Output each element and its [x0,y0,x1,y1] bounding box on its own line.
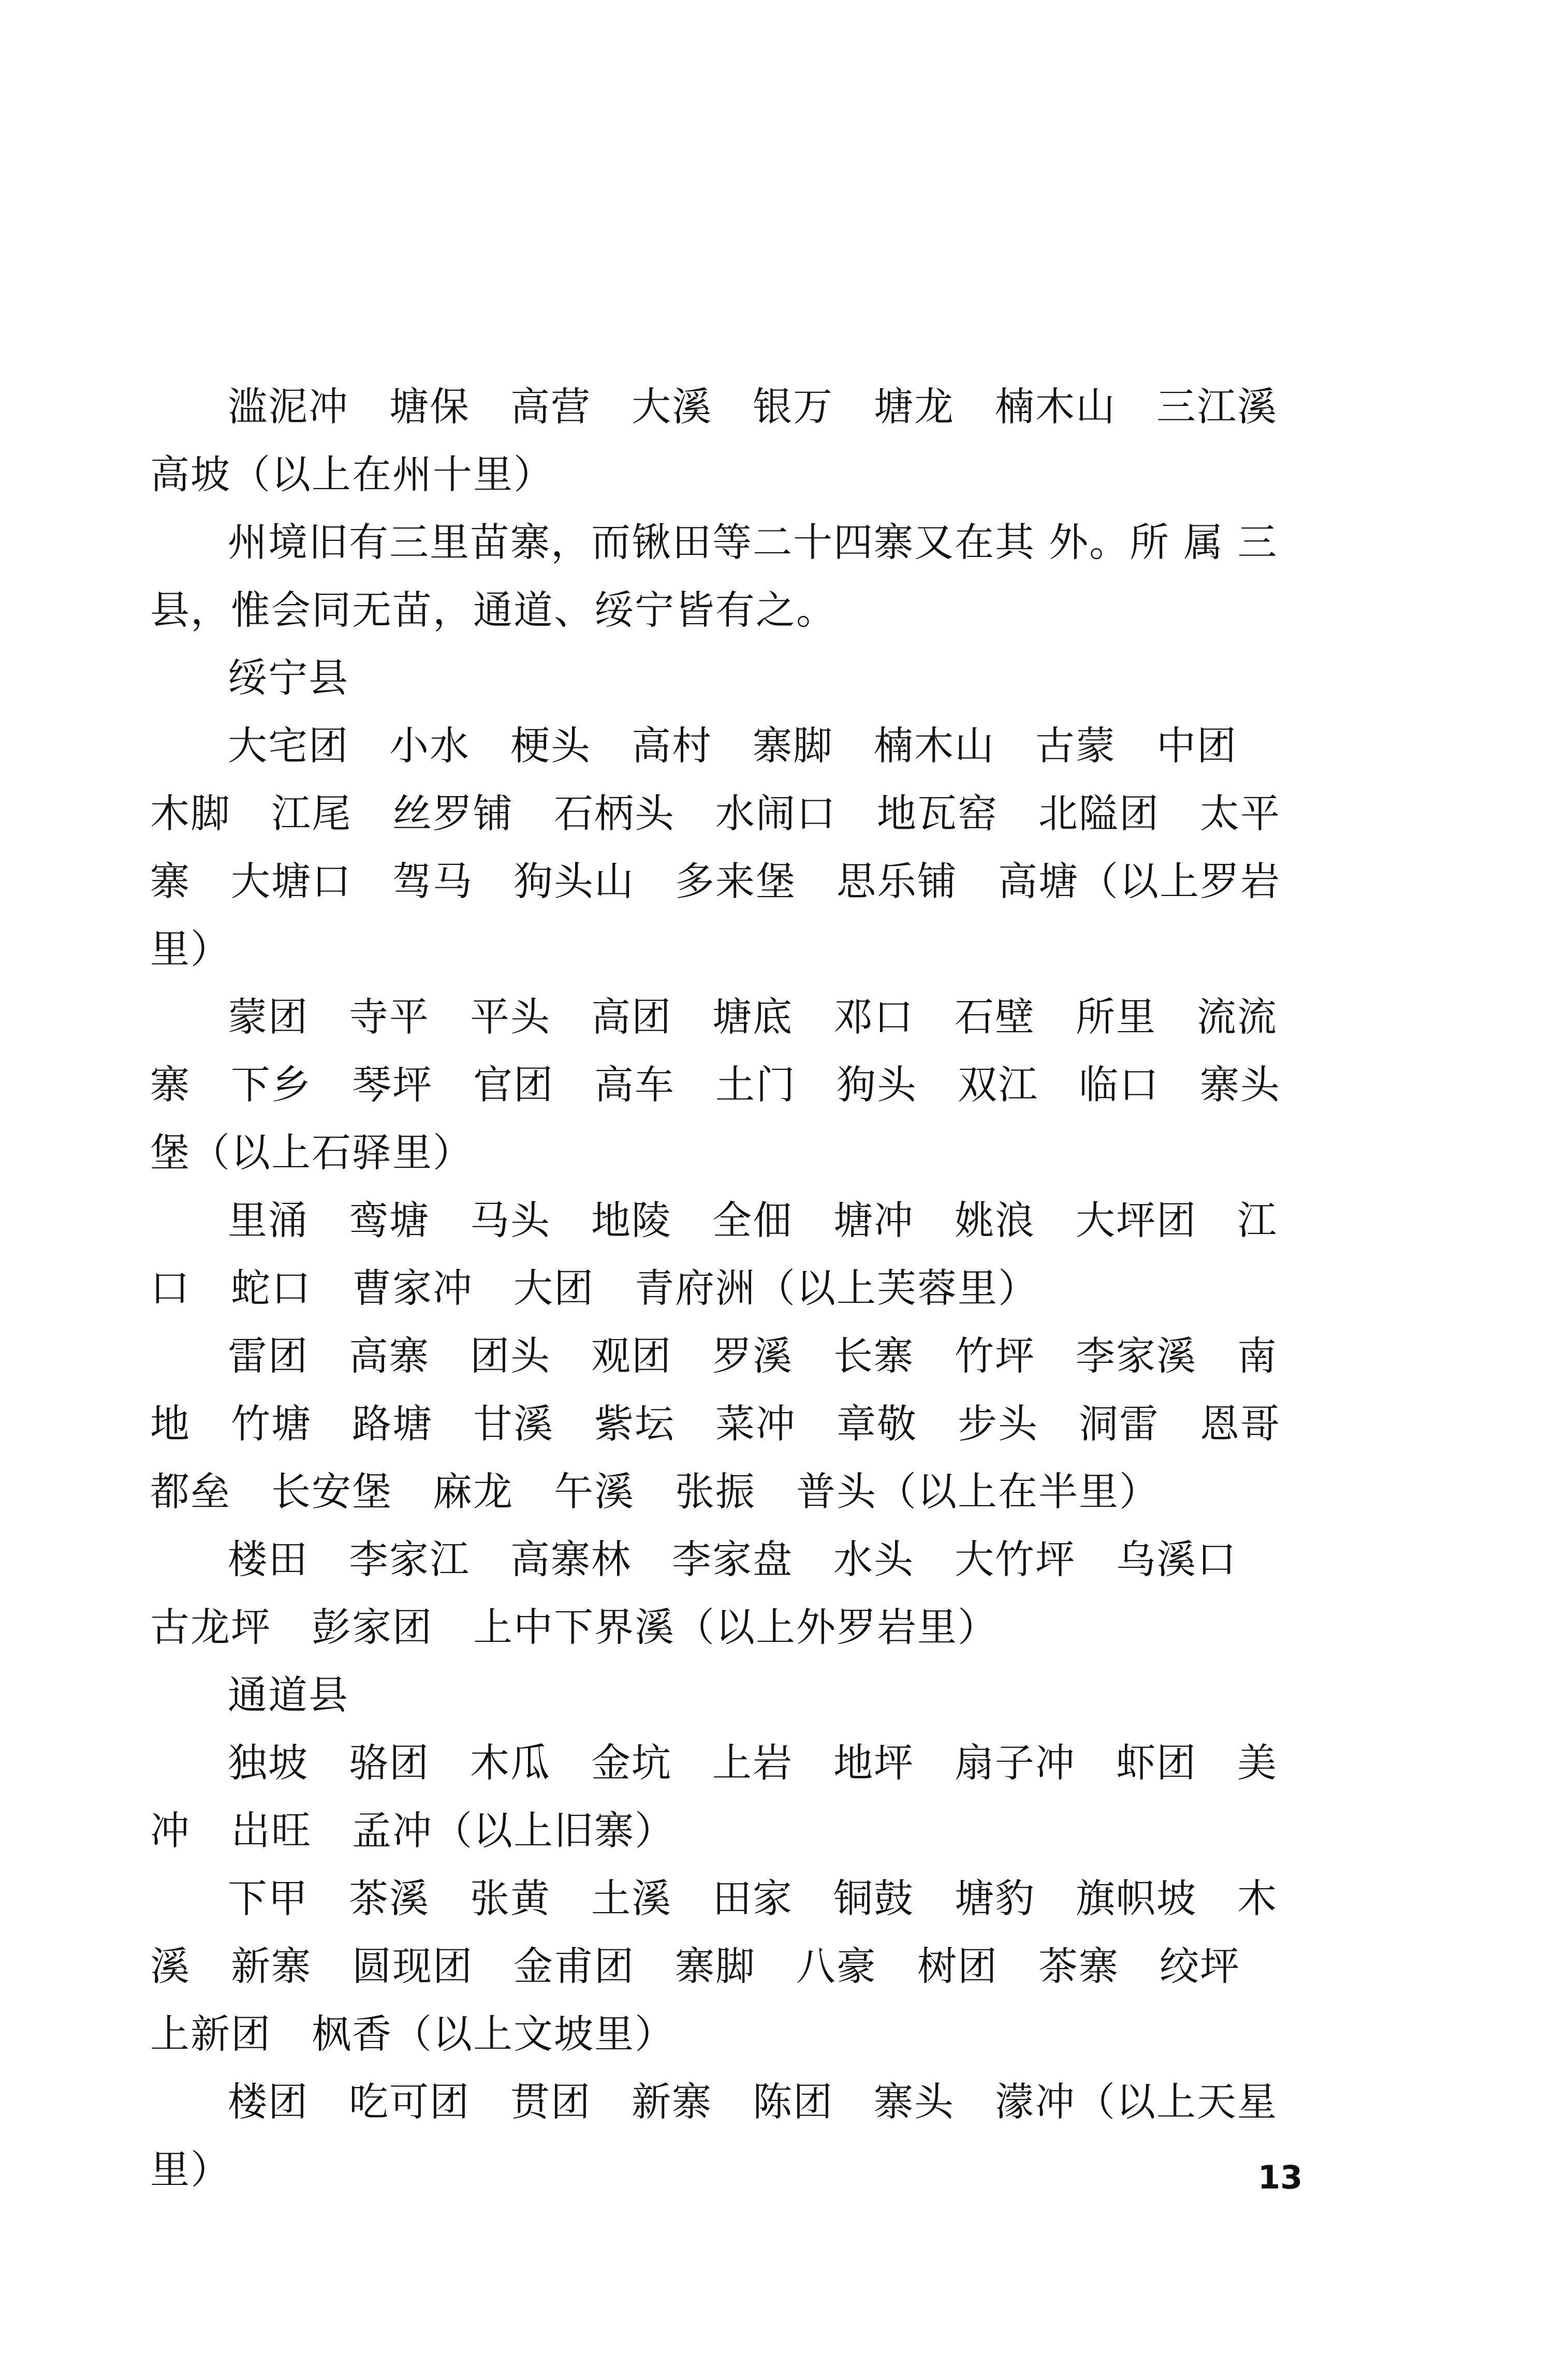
text-line: 溪 新寨 圆现团 金甫团 寨脚 八豪 树团 茶寨 绞坪 [150,1943,1240,1989]
text-line: 蒙团 寺平 平头 高团 塘底 邓口 石壁 所里 流流 [228,994,1278,1040]
text-line: 堡（以上石驿里） [150,1129,473,1176]
text-line: 里涌 鸾塘 马头 地陵 全佃 塘冲 姚浪 大坪团 江 [228,1197,1278,1243]
text-line: 里） [150,926,231,972]
text-line: 寨 下乡 琴坪 官团 高车 土门 狗头 双江 临口 寨头 [150,1062,1281,1108]
text-line: 大宅团 小水 梗头 高村 寨脚 楠木山 古蒙 中团 [228,723,1237,769]
text-line: 寨 大塘口 驾马 狗头山 多来堡 思乐铺 高塘（以上罗岩 [150,858,1281,904]
text-line: 滥泥冲 塘保 高营 大溪 银万 塘龙 楠木山 三江溪 [228,384,1278,430]
text-line: 都垒 长安堡 麻龙 午溪 张振 普头（以上在半里） [150,1468,1160,1515]
text-line: 口 蛇口 曹家冲 大团 青府洲（以上芙蓉里） [150,1265,1038,1311]
text-line: 上新团 枫香（以上文坡里） [150,2011,675,2057]
text-line: 里） [150,2147,231,2193]
text-line: 州境旧有三里苗寨，而锹田等二十四寨又在其 外。所 属 三 [228,519,1278,565]
body-text [150,373,1382,2203]
text-line: 雷团 高寨 团头 观团 罗溪 长寨 竹坪 李家溪 南 [228,1333,1278,1379]
text-line: 下甲 茶溪 张黄 土溪 田家 铜鼓 塘豹 旗帜坡 木 [228,1875,1278,1921]
text-line: 县，惟会同无苗，通道、绥宁皆有之。 [150,587,837,633]
text-line: 地 竹塘 路塘 甘溪 紫坛 菜冲 章敬 步头 洞雷 恩哥 [150,1401,1281,1447]
text-line: 楼田 李家江 高寨林 李家盘 水头 大竹坪 乌溪口 [228,1536,1237,1582]
text-line: 高坡（以上在州十里） [150,451,554,497]
section-heading: 通道县 [228,1672,349,1718]
text-line: 独坡 骆团 木瓜 金坑 上岩 地坪 扇子冲 虾团 美 [228,1740,1278,1786]
text-line: 楼团 吃可团 贯团 新寨 陈团 寨头 濛冲（以上天星 [228,2079,1278,2125]
section-heading: 绥宁县 [228,655,349,701]
text-line: 木脚 江尾 丝罗铺 石柄头 水闹口 地瓦窑 北隘团 太平 [150,790,1281,836]
page-number: 13 [1258,2158,1303,2196]
text-line: 古龙坪 彭家团 上中下界溪（以上外罗岩里） [150,1604,998,1650]
text-line: 冲 岀旺 孟冲（以上旧寨） [150,1808,675,1854]
